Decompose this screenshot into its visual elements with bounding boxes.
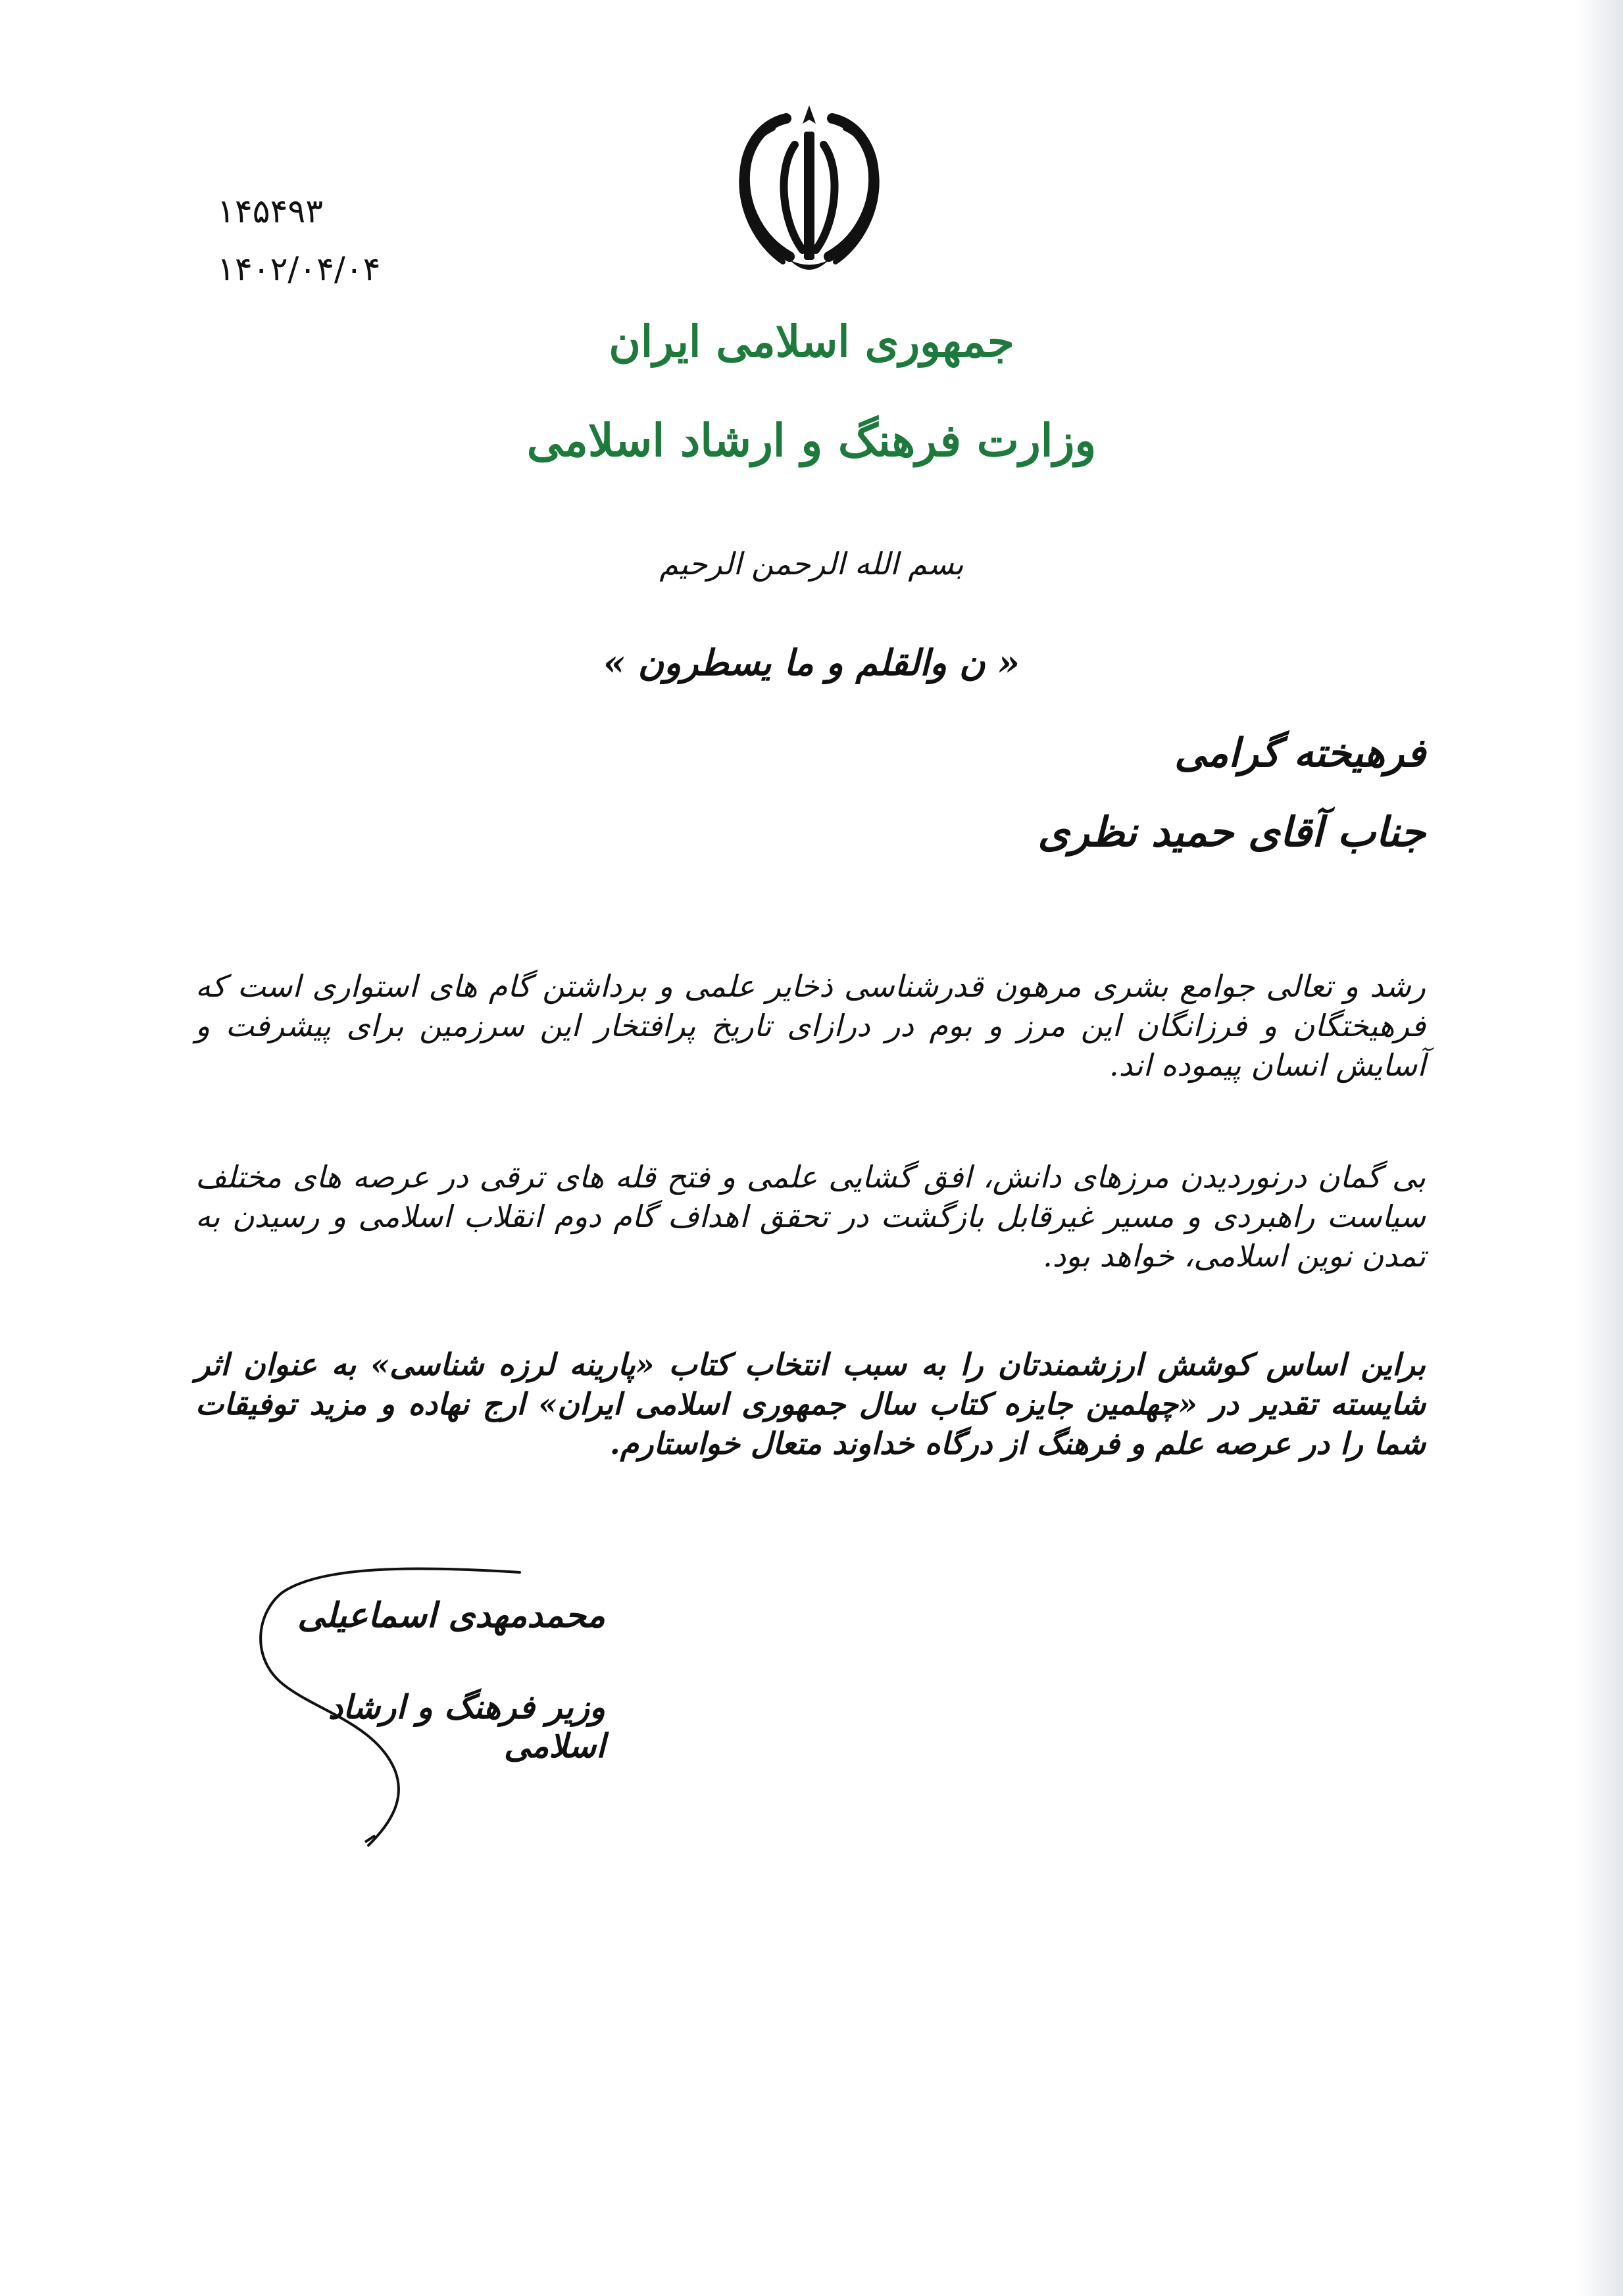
ministry-name: وزارت فرهنگ و ارشاد اسلامی [526,414,1097,467]
country-name: جمهوری اسلامی ایران [609,316,1014,367]
body-paragraph-3: براین اساس کوشش ارزشمندتان را به سبب انتخاب کتاب «پارینه لرزه شناسی» به عنوان اثر شایسته تقدیر در «چهلمین جایزه کتاب سال جمهوری اسلامی ایران» ارج نهاده و مزید توفیقات شما را در عرصه علم و فرهنگ از درگاه خداوند متعال خواستارم. [195,1347,1426,1461]
body-paragraph-1: رشد و تعالی جوامع بشری مرهون قدرشناسی ذخایر علمی و برداشتن گام های استواری است که فرهیختگان و فرزانگان این مرز و بوم در درازای تاریخ پرافتخار این سرزمین برای پیشرفت و آسایش انسان پیموده اند. [195,968,1426,1083]
reference-number: ۱۴۵۴۹۳ [217,192,324,230]
scan-edge-shadow [1577,0,1623,2296]
addressee-name: جناب آقای حمید نظری [1037,808,1426,856]
signatory-name: محمدمهدی اسماعیلی [297,1595,605,1635]
letter-date: ۱۴۰۲/۰۴/۰۴ [217,250,381,288]
iran-emblem-icon [711,92,908,283]
signatory-title: وزیر فرهنگ و ارشاد اسلامی [328,1687,605,1765]
salutation: فرهیخته گرامی [1174,730,1426,776]
bismillah: بسم الله الرحمن الرحیم [659,546,964,582]
body-paragraph-2: بی گمان درنوردیدن مرزهای دانش، افق گشایی علمی و فتح قله های ترقی در عرصه های مختلف سیاست راهبردی و مسیر غیرقابل بازگشت در تحقق اهداف گام دوم انقلاب اسلامی و رسیدن به تمدن نوین اسلامی، خواهد بود. [195,1159,1426,1274]
quran-verse: « ن والقلم و ما یسطرون » [603,641,1020,684]
